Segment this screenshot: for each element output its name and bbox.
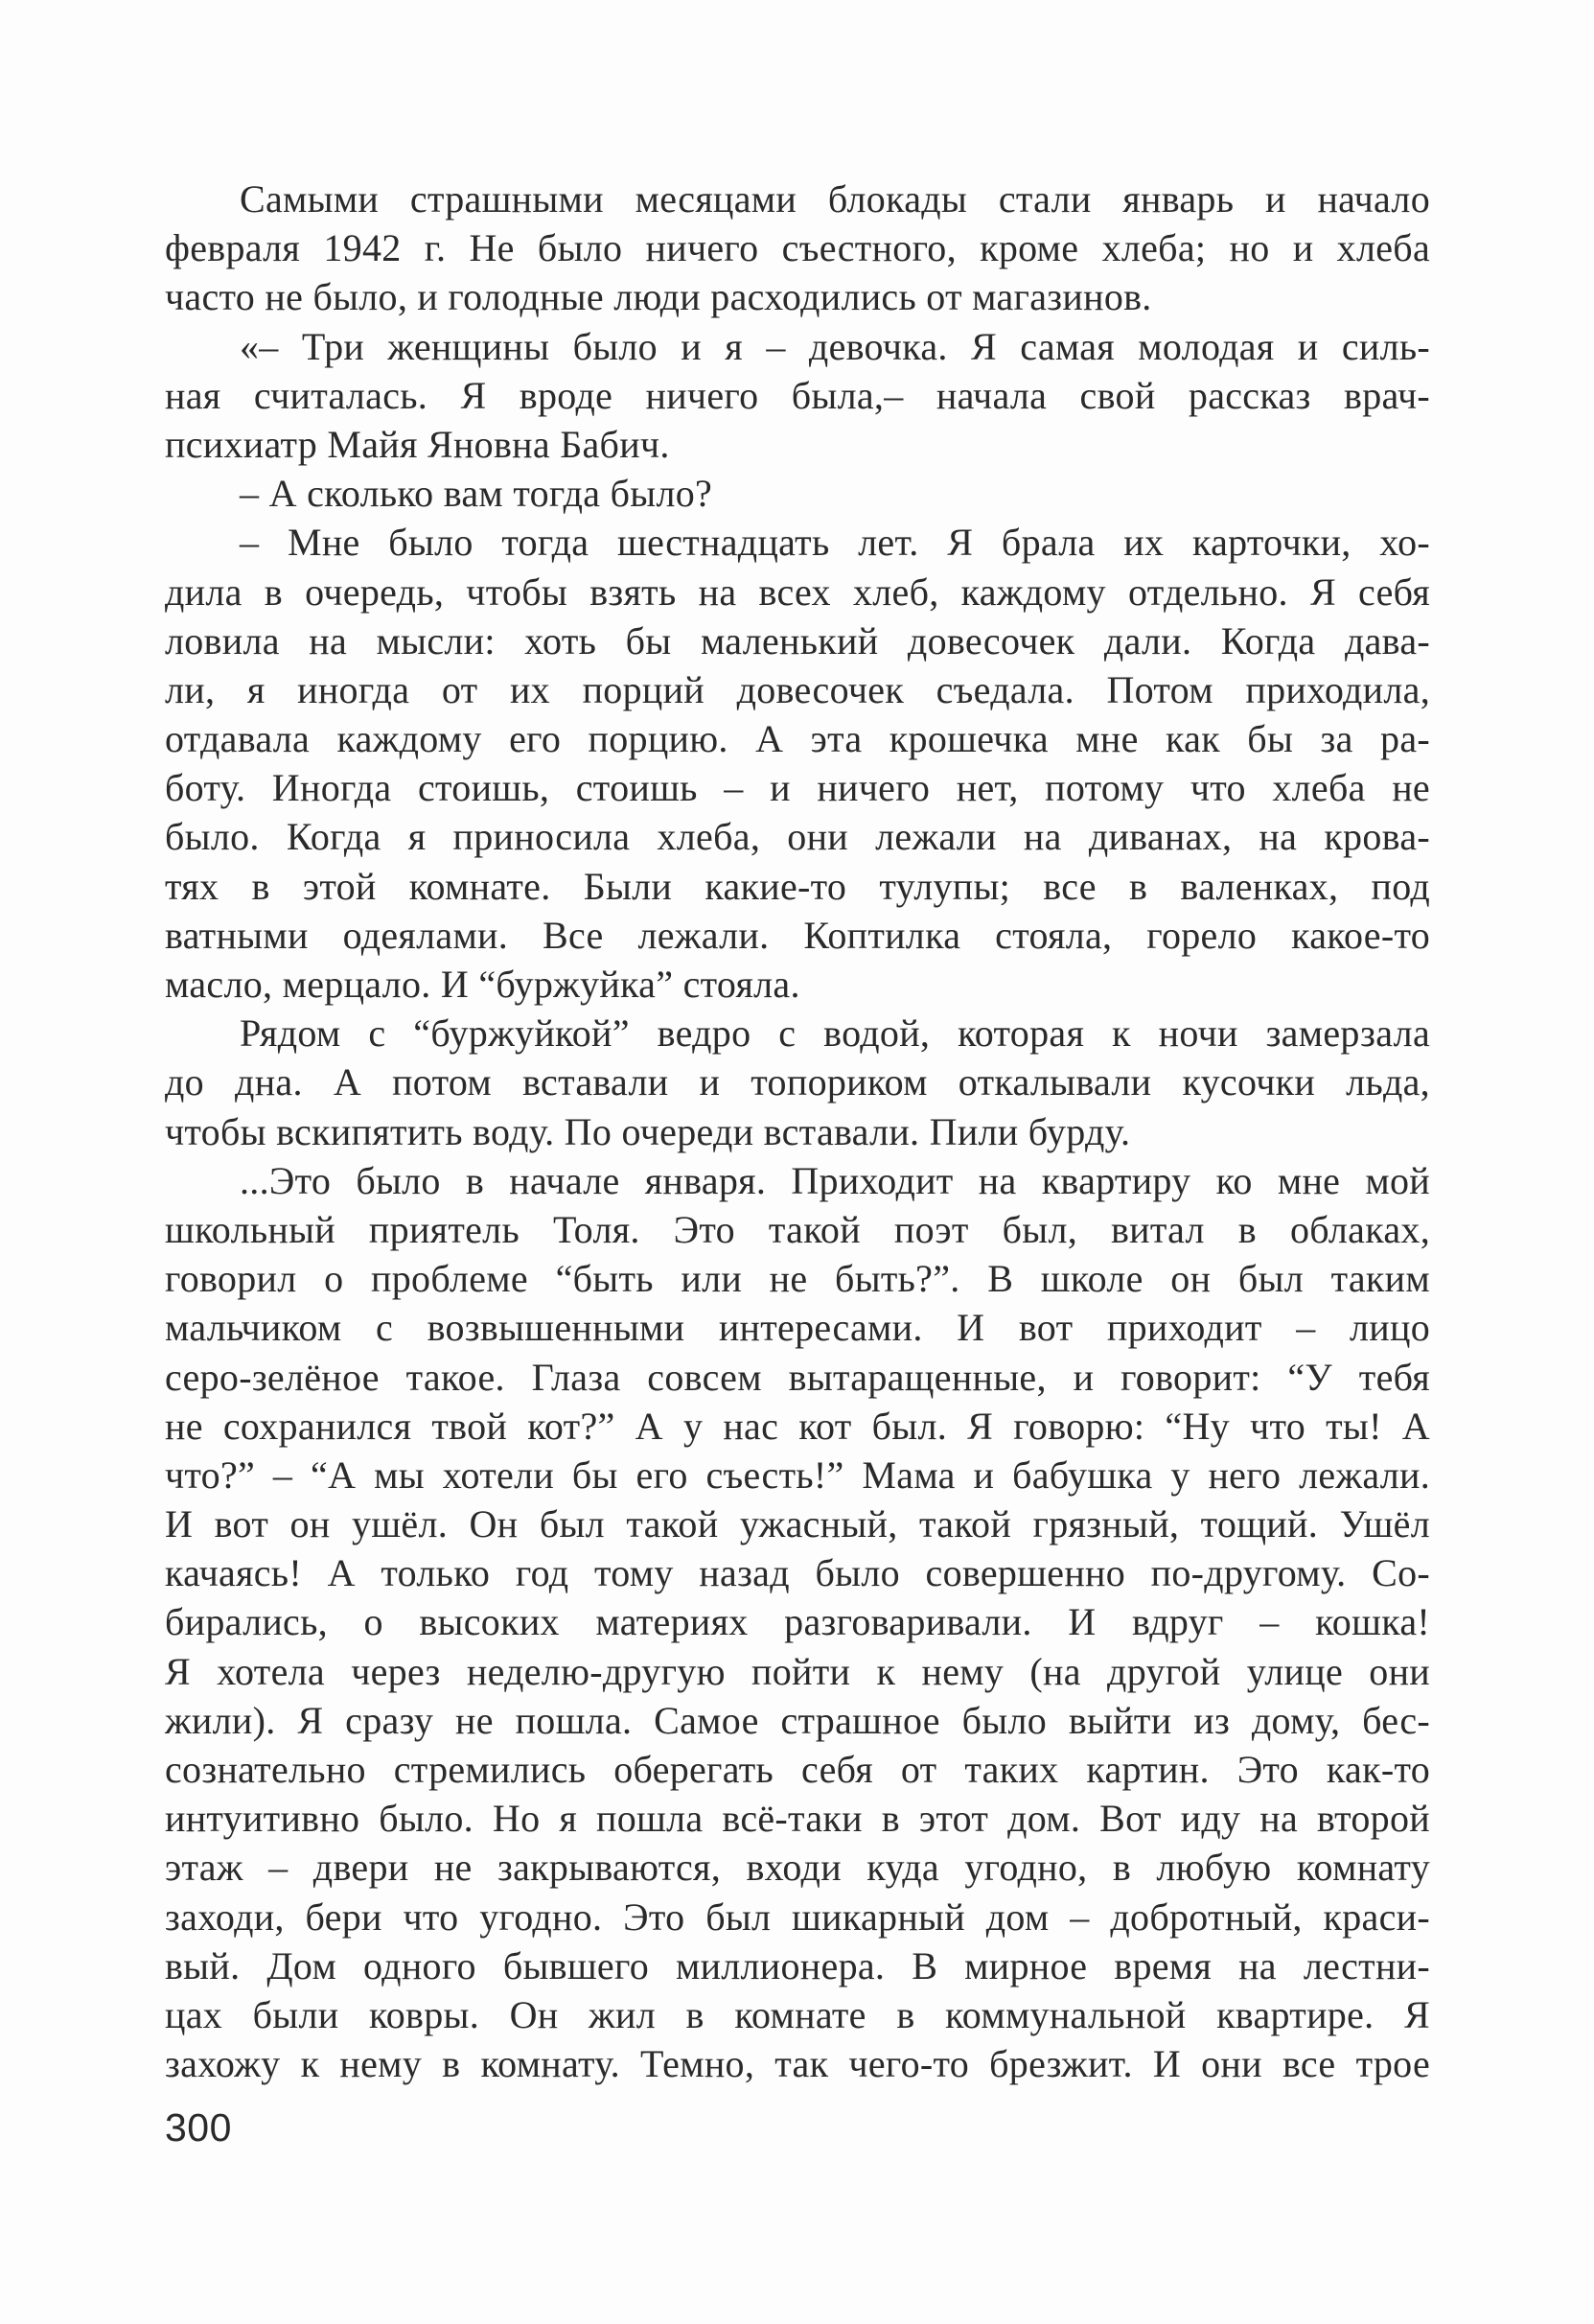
text-line: ли, я иногда от их порций довесочек съедала. Потом приходила, (165, 667, 1430, 711)
text-line: до дна. А потом вставали и топориком откалывали кусочки льда, (165, 1060, 1430, 1104)
text-line: февраля 1942 г. Не было ничего съестного, кроме хлеба; но и хлеба (165, 226, 1430, 270)
text-line: цах были ковры. Он жил в комнате в коммунальной квартире. Я (165, 1992, 1430, 2036)
text-line: серо-зелёное такое. Глаза совсем вытаращенные, и говорит: “У тебя (165, 1355, 1430, 1399)
text-line: ...Это было в начале января. Приходит на квартиру ко мне мой (240, 1158, 1430, 1202)
text-line: часто не было, и голодные люди расходились от магазинов. (165, 275, 1152, 319)
text-line: не сохранился твой кот?” А у нас кот был. Я говорю: “Ну что ты! А (165, 1404, 1430, 1448)
text-line: И вот он ушёл. Он был такой ужасный, такой грязный, тощий. Ушёл (165, 1502, 1430, 1546)
text-line: масло, мерцало. И “буржуйка” стояла. (165, 963, 800, 1006)
text-line: ловила на мысли: хоть бы маленький довесочек дали. Когда дава- (165, 618, 1430, 662)
text-line: ватными одеялами. Все лежали. Коптилка стояла, горело какое-то (165, 913, 1430, 957)
text-line: бирались, о высоких материях разговаривали. И вдруг – кошка! (165, 1600, 1430, 1644)
text-line: жили). Я сразу не пошла. Самое страшное было выйти из дому, бес- (165, 1698, 1430, 1742)
text-line: Я хотела через неделю-другую пойти к нему (на другой улице они (165, 1649, 1430, 1693)
text-line: захожу к нему в комнату. Темно, так чего-то брезжит. И они все трое (165, 2042, 1430, 2086)
text-line: – А сколько вам тогда было? (240, 472, 713, 516)
text-line: дила в очередь, чтобы взять на всех хлеб, каждому отдельно. Я себя (165, 569, 1430, 614)
text-line: Рядом с “буржуйкой” ведро с водой, которая к ночи замерзала (240, 1011, 1430, 1056)
text-line: интуитивно было. Но я пошла всё-таки в этот дом. Вот иду на второй (165, 1797, 1430, 1841)
text-line: Самыми страшными месяцами блокады стали январь и начало (240, 177, 1430, 221)
text-line: качаясь! А только год тому назад было совершенно по-другому. Со- (165, 1551, 1430, 1595)
text-line: отдавала каждому его порцию. А эта крошечка мне как бы за ра- (165, 717, 1430, 761)
text-line: школьный приятель Толя. Это такой поэт был, витал в облаках, (165, 1207, 1430, 1251)
text-line: тях в этой комнате. Были какие-то тулупы; все в валенках, под (165, 864, 1430, 908)
text-line: что?” – “А мы хотели бы его съесть!” Мама и бабушка у него лежали. (165, 1452, 1430, 1497)
text-line: говорил о проблеме “быть или не быть?”. В школе он был таким (165, 1257, 1430, 1301)
text-line: ная считалась. Я вроде ничего была,– начала свой рассказ врач- (165, 373, 1430, 417)
text-line: этаж – двери не закрываются, входи куда угодно, в любую комнату (165, 1846, 1430, 1890)
text-line: сознательно стремились оберегать себя от таких картин. Это как-то (165, 1748, 1430, 1791)
text-line: «– Три женщины было и я – девочка. Я самая молодая и силь- (240, 324, 1430, 368)
page-number: 300 (165, 2105, 232, 2150)
text-line: боту. Иногда стоишь, стоишь – и ничего нет, потому что хлеба не (165, 766, 1430, 810)
text-line: мальчиком с возвышенными интересами. И вот приходит – лицо (165, 1306, 1430, 1350)
body-text (165, 174, 1430, 2088)
text-line: заходи, бери что угодно. Это был шикарный дом – добротный, краси- (165, 1894, 1430, 1939)
text-line: вый. Дом одного бывшего миллионера. В мирное время на лестни- (165, 1943, 1430, 1987)
text-line: – Мне было тогда шестнадцать лет. Я брала их карточки, хо- (240, 521, 1430, 565)
text-line: чтобы вскипятить воду. По очереди вставали. Пили бурду. (165, 1109, 1131, 1153)
text-line: психиатр Майя Яновна Бабич. (165, 422, 670, 466)
text-line: было. Когда я приносила хлеба, они лежали на диванах, на крова- (165, 815, 1430, 859)
